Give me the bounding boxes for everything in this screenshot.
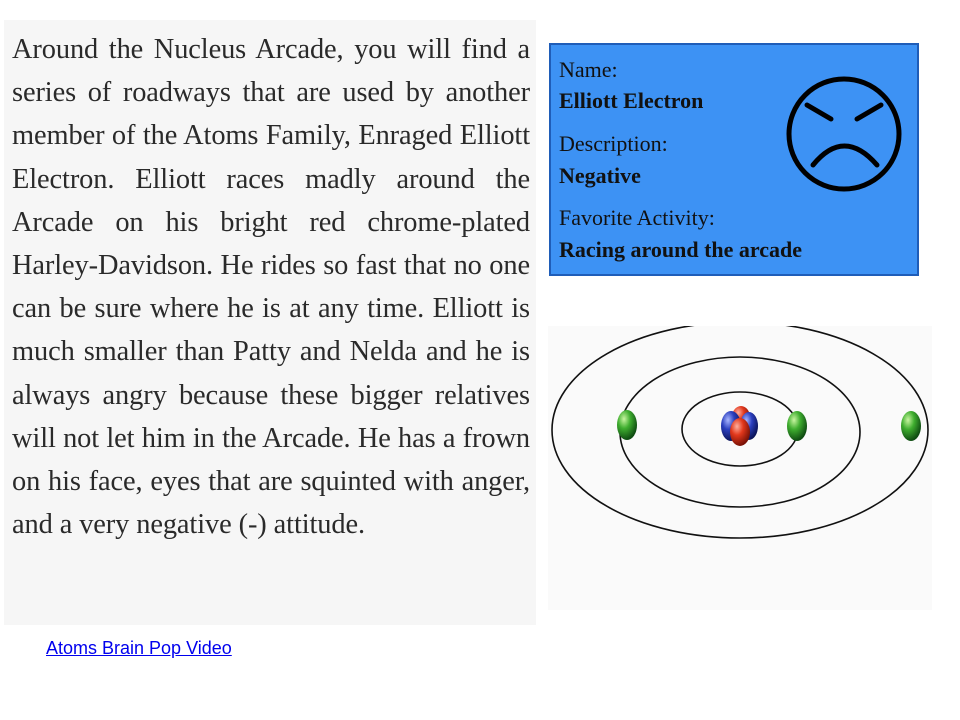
story-panel xyxy=(4,20,536,625)
angry-face-icon xyxy=(785,75,903,193)
activity-value: Racing around the arcade xyxy=(559,237,803,262)
brain-pop-video-link[interactable]: Atoms Brain Pop Video xyxy=(46,638,232,658)
frown-mouth xyxy=(813,146,877,165)
proton xyxy=(730,418,750,446)
description-value: Negative xyxy=(559,163,641,188)
name-label: Name: xyxy=(559,57,618,82)
story-paragraph: Around the Nucleus Arcade, you will find a series of roadways that are used by another member of the Atoms Family, Enraged Elliott Electron. Elliott races madly around the Arcade on his bright red chrome-plated Harley-Davidson. He rides so fast that no one can be sure where he is at any time. Elliott is much smaller than Patty and Nelda and he is always angry because these bigger relatives will not let him in the Arcade. He has a frown on his face, eyes that are squinted with anger, and a very negative (-) attitude. xyxy=(12,34,530,541)
electron xyxy=(787,411,807,441)
profile-card xyxy=(549,43,919,276)
electron xyxy=(617,410,637,440)
name-value: Elliott Electron xyxy=(559,88,704,113)
nucleus xyxy=(721,406,758,446)
atom-diagram xyxy=(548,326,932,610)
electron xyxy=(901,411,921,441)
face-outline xyxy=(789,79,899,189)
right-eyebrow xyxy=(857,105,881,119)
description-label: Description: xyxy=(559,131,668,156)
activity-label: Favorite Activity: xyxy=(559,205,715,230)
left-eyebrow xyxy=(807,105,831,119)
